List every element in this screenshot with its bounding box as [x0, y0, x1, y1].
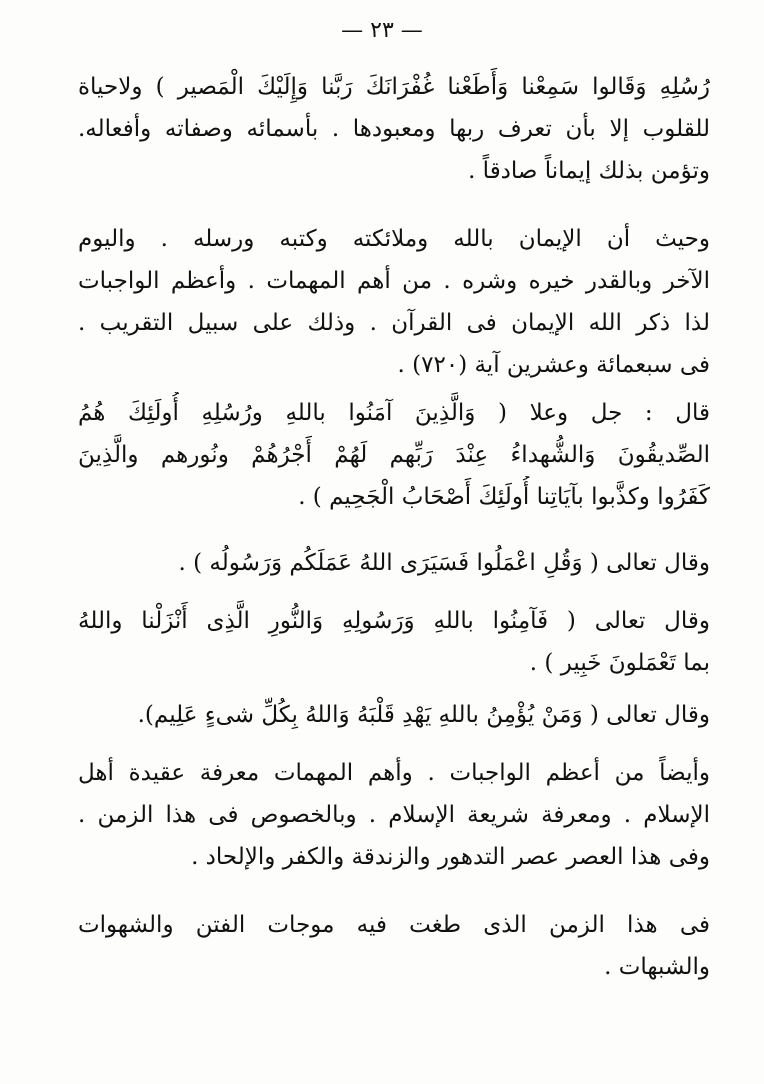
paragraph-5 [78, 600, 710, 684]
paragraph-6 [78, 694, 710, 736]
paragraph-8 [78, 904, 710, 988]
text-line: وقال تعالى ( وَمَنْ يُؤْمِنُ باللهِ يَهْدِ قَلْبَهُ وَاللهُ بِكُلِّ شىءٍ عَلِيم). [137, 702, 710, 728]
paragraph-4 [78, 542, 710, 584]
text-line: وأيضاً من أعظم الواجبات . وأهم المهمات معرفة عقيدة أهل [78, 760, 710, 786]
text-line: فى سبعمائة وعشرين آية (٧٢٠) . [397, 352, 710, 378]
text-line: الآخر وبالقدر خيره وشره . من أهم المهمات . وأعظم الواجبات [78, 268, 710, 294]
paragraph-2 [78, 218, 710, 386]
text-line: وفى هذا العصر عصر التدهور والزندقة والكفر والإلحاد . [191, 844, 710, 870]
paragraph-7 [78, 752, 710, 878]
text-line: كَفَرُوا وكذَّبوا بآيَاتِنا أُولَئِكَ أَصْحَابُ الْجَحِيم ) . [298, 484, 710, 510]
page-number: — ٢٣ — [341, 18, 423, 43]
text-line: وقال تعالى ( وَقُلِ اعْمَلُوا فَسَيَرَى اللهُ عَمَلَكُم وَرَسُولُه ) . [178, 550, 710, 576]
text-line: الصِّديقُونَ وَالشُّهداءُ عِنْدَ رَبِّهم لَهُمْ أَجْرُهُمْ ونُورهم والَّذِينَ [78, 442, 710, 468]
text-line: رُسُلِهِ وَقَالوا سَمِعْنا وَأَطَعْنا غُفْرَانَكَ رَبَّنا وَإِلَيْكَ الْمَصير ) ولاحياة [78, 74, 710, 100]
text-line: قال : جل وعلا ( وَالَّذِينَ آمَنُوا باللهِ ورُسُلِهِ أُولَئِكَ هُمُ [78, 400, 710, 426]
paragraph-1 [78, 66, 710, 192]
paragraph-3 [78, 392, 710, 518]
text-line: وقال تعالى ( فَآمِنُوا باللهِ وَرَسُولِهِ وَالنُّورِ الَّذِى أَنْزَلْنا واللهُ [78, 608, 710, 634]
text-line: للقلوب إلا بأن تعرف ربها ومعبودها . بأسمائه وصفاته وأفعاله. [78, 116, 710, 142]
text-line: فى هذا الزمن الذى طغت فيه موجات الفتن والشهوات [78, 912, 710, 938]
text-line: لذا ذكر الله الإيمان فى القرآن . وذلك على سبيل التقريب . [78, 310, 710, 336]
text-line: وتؤمن بذلك إيماناً صادقاً . [468, 158, 710, 184]
text-line: الإسلام . ومعرفة شريعة الإسلام . وبالخصوص فى هذا الزمن . [78, 802, 710, 828]
text-line: وحيث أن الإيمان بالله وملائكته وكتبه ورسله . واليوم [78, 226, 710, 252]
text-line: بما تَعْمَلونَ خَبِير ) . [529, 650, 710, 676]
text-line: والشبهات . [604, 954, 710, 980]
